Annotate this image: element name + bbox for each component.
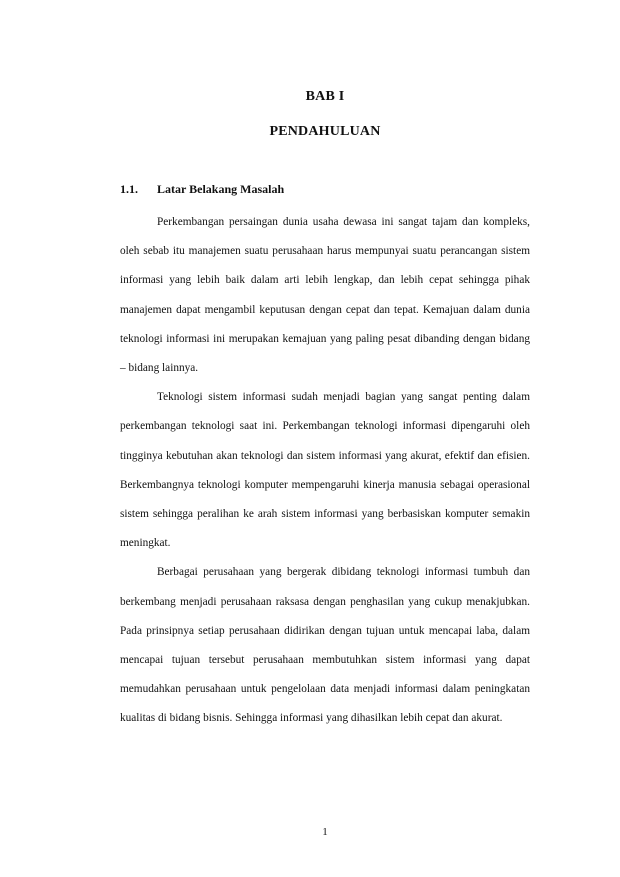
paragraph-1: Perkembangan persaingan dunia usaha dewasa ini sangat tajam dan kompleks, oleh sebab itu manajemen suatu perusahaan harus mempunyai suatu perancangan sistem informasi yang lebih baik dalam arti lebih lengkap, dan lebih cepat sehingga pihak manajemen dapat mengambil keputusan dengan cepat dan tepat. Kemajuan dalam dunia teknologi informasi ini merupakan kemajuan yang paling pesat dibanding dengan bidang – bidang lainnya. bbox=[120, 216, 530, 375]
chapter-title: PENDAHULUAN bbox=[269, 124, 381, 139]
section-title: Latar Belakang Masalah bbox=[157, 182, 285, 196]
chapter-number: BAB I bbox=[305, 89, 345, 104]
section-heading bbox=[120, 182, 284, 197]
section-number: 1.1. bbox=[120, 182, 138, 196]
page-number: 1 bbox=[322, 826, 328, 838]
paragraph-3: Berbagai perusahaan yang bergerak dibidang teknologi informasi tumbuh dan berkembang menjadi perusahaan raksasa dengan penghasilan yang cukup menakjubkan. Pada prinsipnya setiap perusahaan didirikan dengan tujuan untuk mencapai laba, dalam mencapai tujuan tersebut perusahaan membutuhkan sistem informasi yang dapat memudahkan perusahaan untuk pengelolaan data menjadi informasi dalam peningkatan kualitas di bidang bisnis. Sehingga informasi yang dihasilkan lebih cepat dan akurat. bbox=[120, 566, 530, 725]
body-text bbox=[120, 208, 530, 734]
paragraph-2: Teknologi sistem informasi sudah menjadi bagian yang sangat penting dalam perkembangan teknologi saat ini. Perkembangan teknologi informasi dipengaruhi oleh tingginya kebutuhan akan teknologi dan sistem informasi yang akurat, efektif dan efisien. Berkembangnya teknologi komputer mempengaruhi kinerja manusia sebagai operasional sistem sehingga peralihan ke arah sistem informasi yang berbasiskan komputer semakin meningkat. bbox=[120, 391, 530, 550]
